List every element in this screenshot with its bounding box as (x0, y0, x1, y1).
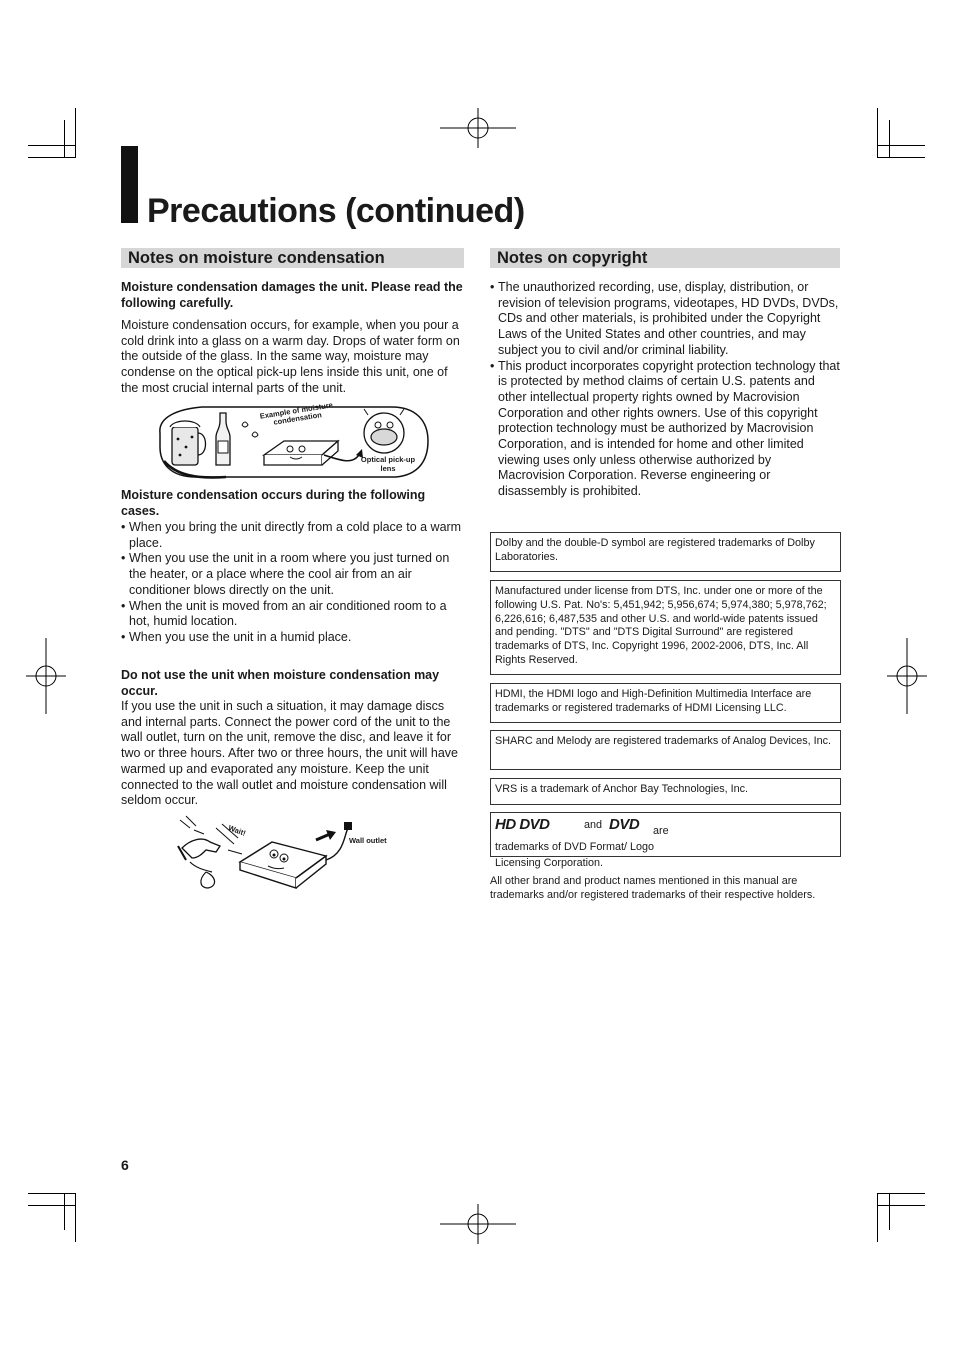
trademark-sharc: SHARC and Melody are registered trademarks of Analog Devices, Inc. (490, 730, 841, 770)
illustration-label-lens: Optical pick-up lens (360, 455, 416, 473)
list-item: • When you use the unit in a humid place. (121, 630, 466, 646)
and-word: and (584, 819, 603, 831)
moisture-cases-list (121, 520, 466, 646)
registration-mark-left (26, 638, 66, 714)
trademark-vrs: VRS is a trademark of Anchor Bay Technologies, Inc. (490, 778, 841, 805)
illustration-label-outlet: Wall outlet (349, 836, 387, 845)
trademark-dts: Manufactured under license from DTS, Inc. under one or more of the following U.S. Pat. No's: 5,451,942; 5,956,674; 5,974,380; 5,978,762; 6,226,616; 6,487,535 and other U.S. and world-wide patents issued and pending. "DTS" and "DTS Digital Surround" are registered trademarks of DTS, Inc. Copyright 1996, 2002-2006, DTS, Inc. All Rights Reserved. (490, 580, 841, 675)
hd-dvd-logo: HD DVD (495, 816, 550, 833)
dvd-trademark-suffix: are trademarks of DVD Format/ Logo Licensing Corporation. (495, 825, 669, 869)
section-heading-copyright: Notes on copyright (490, 248, 840, 268)
dvd-logo: DVD (609, 816, 640, 833)
section-heading-moisture: Notes on moisture condensation (121, 248, 464, 268)
page-title: Precautions (continued) (147, 192, 525, 230)
registration-mark-bottom (440, 1204, 516, 1244)
moisture-donot-heading: Do not use the unit when moisture condensation may occur. (121, 668, 440, 698)
list-item: • The unauthorized recording, use, display, distribution, or revision of television programs, videotapes, HD DVDs, DVDs, CDs and other materials, is prohibited under the Copyright Laws of the United States and other countries, and may subject you to civil and/or criminal liability. (490, 280, 840, 359)
moisture-illustration (156, 400, 430, 481)
moisture-warning: Moisture condensation damages the unit. Please read the following carefully. (121, 280, 463, 310)
trademark-footer: All other brand and product names mentioned in this manual are trademarks and/or registered trademarks of their respective holders. (490, 875, 816, 901)
list-item: • When you use the unit in a room where you just turned on the heater, or a place where the cool air from an air conditioner blows directly on the unit. (121, 551, 466, 598)
title-accent-bar (121, 146, 138, 223)
list-item: • When you bring the unit directly from a cold place to a warm place. (121, 520, 466, 551)
registration-mark-right (887, 638, 927, 714)
moisture-donot-text: If you use the unit in such a situation, it may damage discs and internal parts. Connect the power cord of the unit to the wall outlet, turn on the unit, remove the disc, and leave it for two or three hours. After two or three hours, the unit will have warmed up and evaporated any moisture. Keep the unit connected to the wall outlet and moisture condensation will seldom occur. (121, 699, 458, 808)
illustration-label-wait: Wait! (227, 823, 248, 838)
registration-mark-top (440, 108, 516, 148)
trademark-hdmi: HDMI, the HDMI logo and High-Definition Multimedia Interface are trademarks or registered trademarks of HDMI Licensing LLC. (490, 683, 841, 723)
page-number: 6 (121, 1157, 129, 1173)
illustration-label-example: Example of moisture condensation (259, 400, 334, 427)
wall-outlet-illustration (176, 814, 396, 896)
trademark-dvd (490, 812, 841, 869)
moisture-intro: Moisture condensation occurs, for example, when you pour a cold drink into a glass on a warm day. Drops of water form on the outside of the glass. In the same way, moisture may condense on the optical pick-up lens inside this unit, one of the most crucial internal parts of the unit. (121, 318, 460, 395)
list-item: • When the unit is moved from an air conditioned room to a hot, humid location. (121, 599, 466, 630)
list-item: • This product incorporates copyright protection technology that is protected by method claims of certain U.S. patents and other intellectual property rights owned by Macrovision Corporation and other rights owners. Use of this copyright protection technology must be authorized by Macrovision Corporation, and is intended for home and other limited viewing uses only unless otherwise authorized by Macrovision Corporation. Reverse engineering or disassembly is prohibited. (490, 359, 840, 500)
moisture-cases-heading: Moisture condensation occurs during the following cases. (121, 488, 426, 518)
copyright-list (490, 280, 840, 500)
trademark-dolby: Dolby and the double-D symbol are registered trademarks of Dolby Laboratories. (490, 532, 841, 572)
